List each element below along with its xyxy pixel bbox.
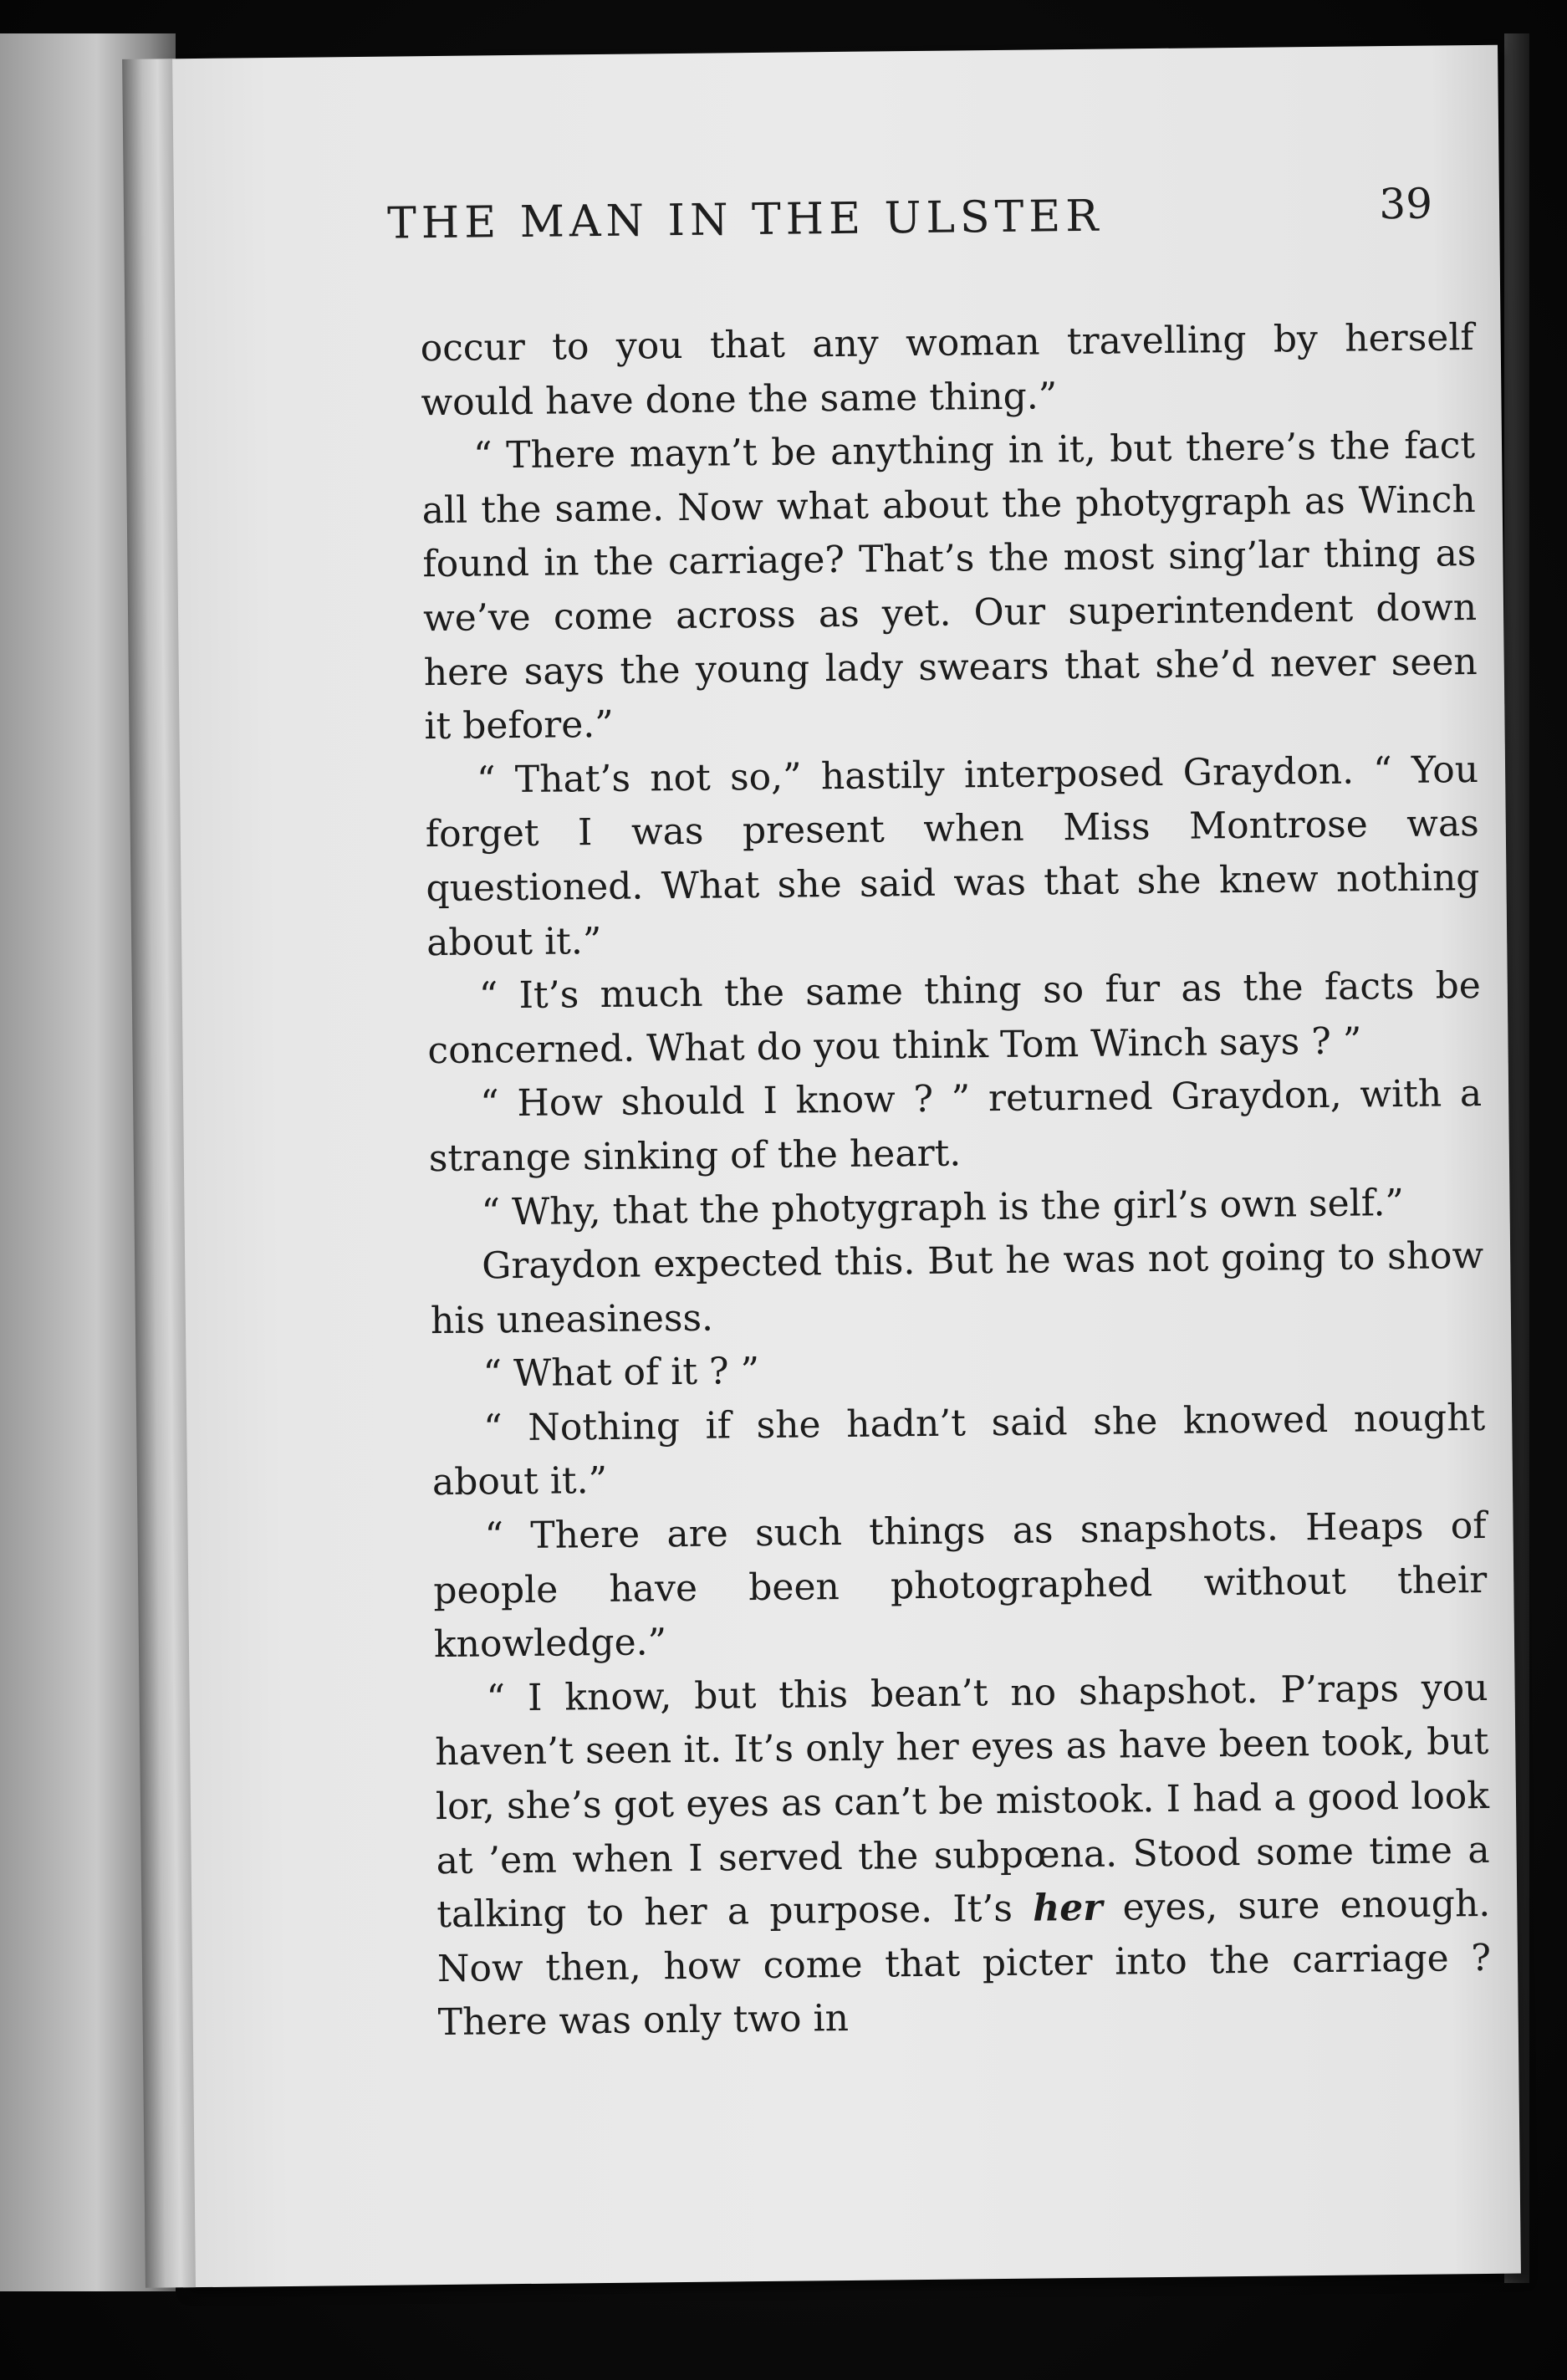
paragraph-text: “ There are such things as snapshots. Heaps of people have been photographed without their knowledge.” <box>433 1504 1488 1667</box>
running-title: THE MAN IN THE ULSTER <box>386 191 1104 249</box>
paragraph <box>432 1499 1488 1673</box>
book-page <box>160 45 1521 2288</box>
paragraph <box>434 1662 1492 2051</box>
paragraph <box>427 959 1482 1078</box>
paragraph-text: “ I know, but this bean’t no shapshot. P’raps you haven’t seen it. It’s only her eyes as have been took, but lor, she’s got eyes as can’t be mistook. I had a good look at ’em when I served the subpœna. Stood some time a talking to her a purpose. It’s <box>435 1666 1490 1937</box>
paragraph <box>428 1067 1483 1186</box>
paragraph <box>425 743 1481 971</box>
paragraph-text: “ What of it ? ” <box>482 1350 760 1396</box>
paragraph-text: “ Nothing if she hadn’t said she knowed nought about it.” <box>431 1396 1486 1504</box>
paragraph-text: “ That’s not so,” hastily interposed Graydon. “ You forget I was present when Miss Montrose was questioned. What she said was that she knew nothing about it.” <box>425 748 1480 964</box>
running-head <box>386 179 1433 274</box>
paragraph-text: occur to you that any woman travelling by herself would have done the same thing.” <box>420 316 1474 424</box>
page-number: 39 <box>1379 179 1433 229</box>
paragraph <box>430 1229 1484 1348</box>
paragraph-text: “ How should I know ? ” returned Graydon, with a strange sinking of the heart. <box>428 1072 1483 1181</box>
paragraph <box>431 1392 1486 1510</box>
paragraph-text: eyes, sure enough. Now then, how come that picter into the carriage ? There was only two in <box>436 1882 1492 2045</box>
paragraph <box>420 311 1474 430</box>
body-text <box>420 311 1492 2051</box>
paragraph-text: Graydon expected this. But he was not going to show his uneasiness. <box>430 1234 1484 1342</box>
paragraph <box>421 419 1478 754</box>
paragraph-text: “ There mayn’t be anything in it, but there’s the fact all the same. Now what about the photygraph as Winch found in the carriage? That’s the most sing’lar thing as we’ve come across as yet. Our superintendent down here says the young lady swears that she’d never seen it before.” <box>421 424 1478 748</box>
paragraph-text: “ It’s much the same thing so fur as the facts be concerned. What do you think Tom Winch says ? ” <box>427 964 1482 1072</box>
paragraph-text: “ Why, that the photygraph is the girl’s own self.” <box>481 1181 1405 1233</box>
emphasized-word: her <box>1032 1886 1103 1930</box>
